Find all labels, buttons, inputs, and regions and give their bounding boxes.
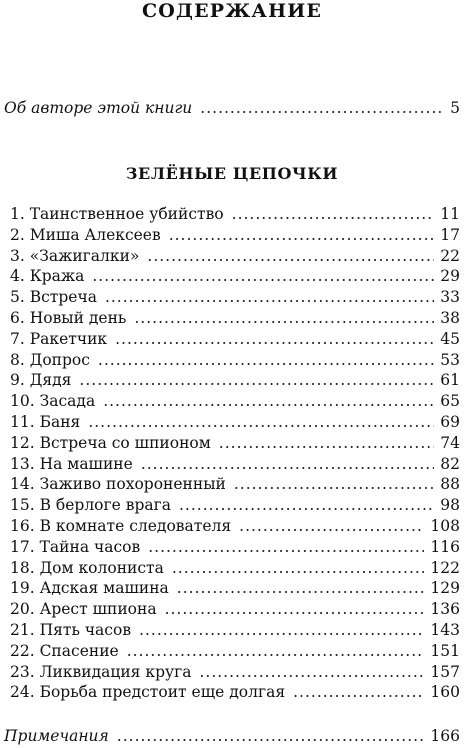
page-title: СОДЕРЖАНИЕ bbox=[141, 0, 323, 22]
entry-title: Об авторе этой книги bbox=[4, 99, 193, 117]
entry-page-number: 82 bbox=[440, 454, 460, 473]
entry-title: 18. Дом колониста bbox=[10, 558, 164, 577]
entry-page-number: 108 bbox=[430, 517, 460, 535]
entry-title: 21. Пять часов bbox=[10, 621, 132, 639]
entry-title: 2. Миша Алексеев bbox=[10, 225, 161, 244]
toc-entry-chapter[interactable] bbox=[10, 308, 460, 328]
dot-leader bbox=[199, 662, 424, 682]
entry-page-number: 38 bbox=[440, 309, 460, 327]
entry-page-number: 33 bbox=[440, 288, 460, 307]
toc-entry-chapter[interactable] bbox=[10, 246, 460, 266]
entry-title: 20. Арест шпиона bbox=[10, 600, 157, 619]
toc-entry-chapter[interactable] bbox=[10, 641, 460, 661]
entry-page-number: 45 bbox=[440, 329, 460, 348]
entry-page-number: 53 bbox=[440, 350, 460, 369]
entry-page-number: 143 bbox=[430, 621, 460, 639]
entry-page-number: 5 bbox=[450, 99, 460, 117]
entry-title: 15. В берлоге врага bbox=[10, 496, 171, 515]
dot-leader bbox=[115, 329, 434, 349]
entry-title: 24. Борьба предстоит еще долгая bbox=[10, 683, 286, 702]
dot-leader bbox=[92, 266, 434, 286]
entry-page-number: 116 bbox=[430, 537, 460, 556]
dot-leader bbox=[127, 641, 425, 661]
entry-title: 9. Дядя bbox=[10, 371, 72, 390]
dot-leader bbox=[219, 433, 434, 453]
dot-leader bbox=[177, 578, 425, 598]
toc-entry-chapter[interactable] bbox=[10, 287, 460, 307]
toc-entry-chapter[interactable] bbox=[10, 412, 460, 432]
entry-page-number: 157 bbox=[430, 662, 460, 681]
entry-page-number: 11 bbox=[440, 205, 460, 223]
toc-entry-chapter[interactable] bbox=[10, 662, 460, 682]
dot-leader bbox=[88, 412, 434, 432]
toc-entry-chapter[interactable] bbox=[10, 495, 460, 515]
toc-entry-chapter[interactable] bbox=[10, 454, 460, 474]
toc-entry-notes[interactable] bbox=[4, 726, 460, 746]
entry-page-number: 65 bbox=[440, 392, 460, 411]
dot-leader bbox=[79, 370, 434, 390]
dot-leader bbox=[134, 308, 434, 328]
dot-leader bbox=[139, 620, 424, 640]
entry-page-number: 22 bbox=[440, 246, 460, 265]
entry-page-number: 151 bbox=[430, 641, 460, 660]
dot-leader bbox=[232, 204, 435, 224]
entry-page-number: 122 bbox=[430, 558, 460, 577]
dot-leader bbox=[98, 350, 434, 370]
toc-entry-chapter[interactable] bbox=[10, 474, 460, 494]
entry-title: 23. Ликвидация круга bbox=[10, 662, 192, 681]
dot-leader bbox=[165, 599, 425, 619]
entry-title: 11. Баня bbox=[10, 413, 81, 431]
entry-page-number: 88 bbox=[440, 475, 460, 494]
dot-leader bbox=[105, 287, 434, 307]
dot-leader bbox=[117, 726, 425, 746]
toc-entry-chapter[interactable] bbox=[10, 578, 460, 598]
toc-entry-chapter[interactable] bbox=[10, 620, 460, 640]
entry-title: 8. Допрос bbox=[10, 350, 90, 369]
dot-leader bbox=[293, 682, 424, 702]
dot-leader bbox=[103, 391, 434, 411]
section-title: ЗЕЛЁНЫЕ ЦЕПОЧКИ bbox=[125, 164, 339, 183]
entry-title: 13. На машине bbox=[10, 454, 133, 473]
entry-title: 4. Кража bbox=[10, 267, 85, 286]
entry-page-number: 74 bbox=[440, 433, 460, 452]
entry-title: 1. Таинственное убийство bbox=[10, 205, 224, 223]
dot-leader bbox=[239, 516, 424, 536]
entry-title: 14. Заживо похороненный bbox=[10, 475, 226, 494]
toc-entry-chapter[interactable] bbox=[10, 599, 460, 619]
entry-title: 16. В комнате следователя bbox=[10, 517, 232, 535]
dot-leader bbox=[141, 454, 434, 474]
toc-entry-chapter[interactable] bbox=[10, 266, 460, 286]
entry-page-number: 98 bbox=[440, 496, 460, 515]
toc-entry-chapter[interactable] bbox=[10, 537, 460, 557]
entry-page-number: 166 bbox=[430, 727, 460, 745]
entry-page-number: 17 bbox=[440, 225, 460, 244]
entry-title: 10. Засада bbox=[10, 392, 96, 411]
dot-leader bbox=[179, 495, 434, 515]
entry-title: 12. Встреча со шпионом bbox=[10, 433, 211, 452]
toc-entry-chapter[interactable] bbox=[10, 558, 460, 578]
toc-entry-chapter[interactable] bbox=[10, 516, 460, 536]
toc-entry-about-author[interactable] bbox=[4, 98, 460, 118]
entry-title: 5. Встреча bbox=[10, 288, 97, 307]
toc-entry-chapter[interactable] bbox=[10, 225, 460, 245]
entry-page-number: 160 bbox=[430, 683, 460, 702]
toc-entry-chapter[interactable] bbox=[10, 391, 460, 411]
entry-title: 19. Адская машина bbox=[10, 579, 169, 598]
entry-title: 6. Новый день bbox=[10, 309, 127, 327]
toc-entry-chapter[interactable] bbox=[10, 682, 460, 702]
dot-leader bbox=[169, 225, 435, 245]
toc-entry-chapter[interactable] bbox=[10, 204, 460, 224]
entry-page-number: 136 bbox=[430, 600, 460, 619]
toc-entry-chapter[interactable] bbox=[10, 350, 460, 370]
dot-leader bbox=[148, 537, 424, 557]
entry-page-number: 29 bbox=[440, 267, 460, 286]
entry-page-number: 61 bbox=[440, 371, 460, 390]
dot-leader bbox=[234, 474, 434, 494]
dot-leader bbox=[147, 246, 434, 266]
toc-entry-chapter[interactable] bbox=[10, 329, 460, 349]
entry-page-number: 69 bbox=[440, 413, 460, 431]
entry-title: 3. «Зажигалки» bbox=[10, 246, 140, 265]
entry-title: Примечания bbox=[4, 727, 109, 745]
entry-title: 7. Ракетчик bbox=[10, 329, 108, 348]
entry-page-number: 129 bbox=[430, 579, 460, 598]
toc-entry-chapter[interactable] bbox=[10, 433, 460, 453]
dot-leader bbox=[172, 558, 425, 578]
toc-entry-chapter[interactable] bbox=[10, 370, 460, 390]
entry-title: 22. Спасение bbox=[10, 641, 119, 660]
entry-title: 17. Тайна часов bbox=[10, 537, 141, 556]
dot-leader bbox=[200, 98, 444, 118]
